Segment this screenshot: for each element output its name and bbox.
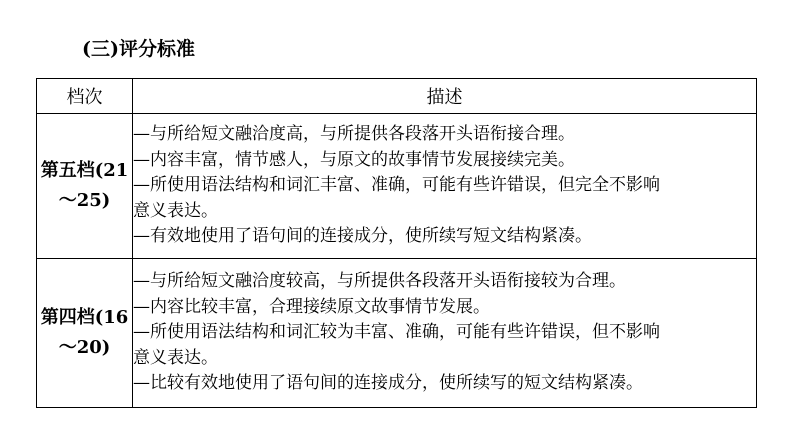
table-row	[37, 259, 757, 408]
description-line: —内容比较丰富，合理接续原文故事情节发展。	[133, 296, 490, 317]
header-description: 描述	[133, 79, 757, 114]
grading-table	[36, 78, 757, 408]
level-label: 第五档(21	[40, 160, 129, 181]
description-cell	[133, 114, 757, 259]
table-header-row	[37, 79, 757, 114]
table-row	[37, 114, 757, 259]
description-line: —比较有效地使用了语句间的连接成分，使所续写的短文结构紧凑。	[133, 373, 643, 394]
section-heading: (三)评分标准	[82, 38, 195, 60]
level-cell	[37, 259, 133, 408]
description-cell	[133, 259, 757, 408]
description-line: —所使用语法结构和词汇较为丰富、准确，可能有些许错误，但不影响	[133, 322, 660, 343]
level-cell	[37, 114, 133, 259]
description-line: —有效地使用了语句间的连接成分，使所续写短文结构紧凑。	[133, 226, 592, 247]
description-line: —内容丰富，情节感人，与原文的故事情节发展接续完美。	[133, 149, 575, 170]
description-line: —与所给短文融洽度高，与所提供各段落开头语衔接合理。	[133, 124, 575, 145]
description-line: —与所给短文融洽度较高，与所提供各段落开头语衔接较为合理。	[133, 271, 626, 292]
description-line: 意义表达。	[133, 347, 218, 368]
description-line: —所使用语法结构和词汇丰富、准确，可能有些许错误，但完全不影响	[133, 175, 660, 196]
header-level: 档次	[37, 79, 133, 114]
level-range: ～20)	[58, 337, 111, 358]
description-line: 意义表达。	[133, 200, 218, 221]
level-label: 第四档(16	[40, 307, 129, 328]
level-range: ～25)	[58, 190, 111, 211]
